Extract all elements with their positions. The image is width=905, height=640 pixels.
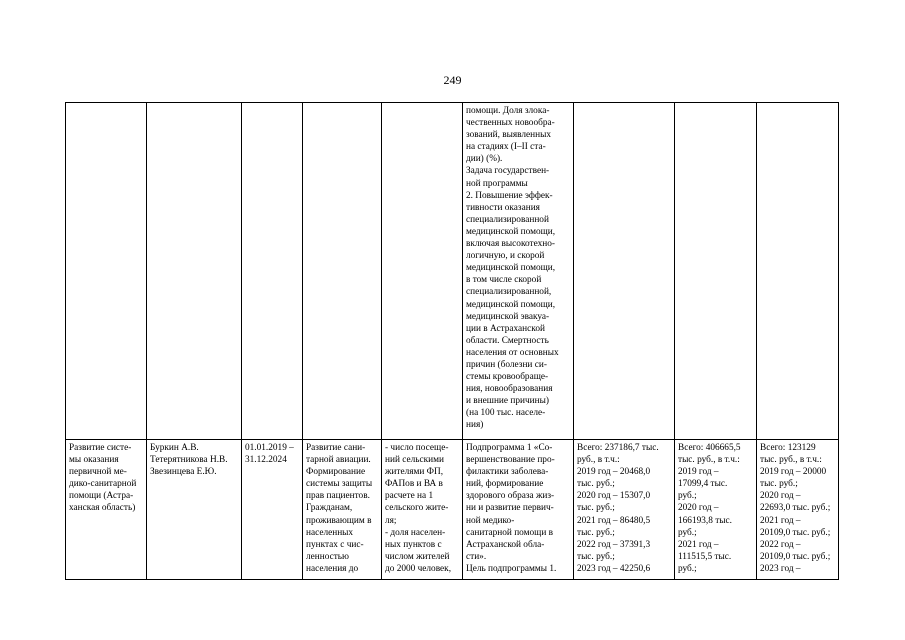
table-cell xyxy=(303,103,382,440)
table-row xyxy=(66,440,839,580)
program-table xyxy=(65,102,839,580)
indicators-cell: - число посеще- ний сельскими жителями ФП, ФАПов и ВА в расчете на 1 сельского жите- ля; - доля населен- ных пунктов с числом жителей до 2000 человек, xyxy=(382,440,463,580)
funding-cell-1: Всего: 237186,7 тыс. руб., в т.ч.: 2019 год – 20468,0 тыс. руб.; 2020 год – 15307,0 тыс. руб.; 2021 год – 86480,5 тыс. руб.; 2022 год – 37391,3 тыс. руб.; 2023 год – 42250,6 xyxy=(574,440,675,580)
subprogram-cell: Подпрограмма 1 «Со- вершенствование про- филактики заболева- ний, формирование здорового образа жиз- ни и развитие первич- ной медико- санитарной помощи в Астраханской обла- сти». Цель подпрограммы 1. xyxy=(463,440,574,580)
indicator-cell: помощи. Доля злока- чественных новообра- зований, выявленных на стадиях (I–II ста- дии) (%). Задача государствен- ной программы 2. Повышение эффек- тивности оказания специализированной медицинской помощи, включая высокотехно- логичную, и скорой медицинской помощи, в том числе скорой специализированной, медицинской помощи, медицинской эвакуа- ции в Астраханской области. Смертность населения от основных причин (болезни си- стемы кровообраще- ния, новообразования и внешние причины) (на 100 тыс. населе- ния) xyxy=(463,103,574,440)
table-cell xyxy=(675,103,757,440)
table-cell xyxy=(242,103,303,440)
table-cell xyxy=(757,103,839,440)
responsible-persons-cell: Буркин А.В. Тетерятникова Н.В. Звезинцева Е.Ю. xyxy=(147,440,242,580)
table-cell xyxy=(147,103,242,440)
funding-cell-3: Всего: 123129 тыс. руб., в т.ч.: 2019 год – 20000 тыс. руб.; 2020 год – 22693,0 тыс. руб.; 2021 год – 20109,0 тыс. руб.; 2022 год – 20109,0 тыс. руб.; 2023 год – xyxy=(757,440,839,580)
table-row xyxy=(66,103,839,440)
description-cell: Развитие сани- тарной авиации. Формирование системы защиты прав пациентов. Гражданам, проживающим в населенных пунктах с чис- ленностью населения до xyxy=(303,440,382,580)
period-cell: 01.01.2019 – 31.12.2024 xyxy=(242,440,303,580)
page-number: 249 xyxy=(443,73,462,87)
funding-cell-2: Всего: 406665,5 тыс. руб., в т.ч.: 2019 год – 17099,4 тыс. руб.; 2020 год – 166193,8 тыс. руб.; 2021 год – 111515,5 тыс. руб.; xyxy=(675,440,757,580)
table-cell xyxy=(66,103,147,440)
table-cell xyxy=(382,103,463,440)
activity-name-cell: Развитие систе- мы оказания первичной ме- дико-санитарной помощи (Астра- ханская область) xyxy=(66,440,147,580)
table-cell xyxy=(574,103,675,440)
